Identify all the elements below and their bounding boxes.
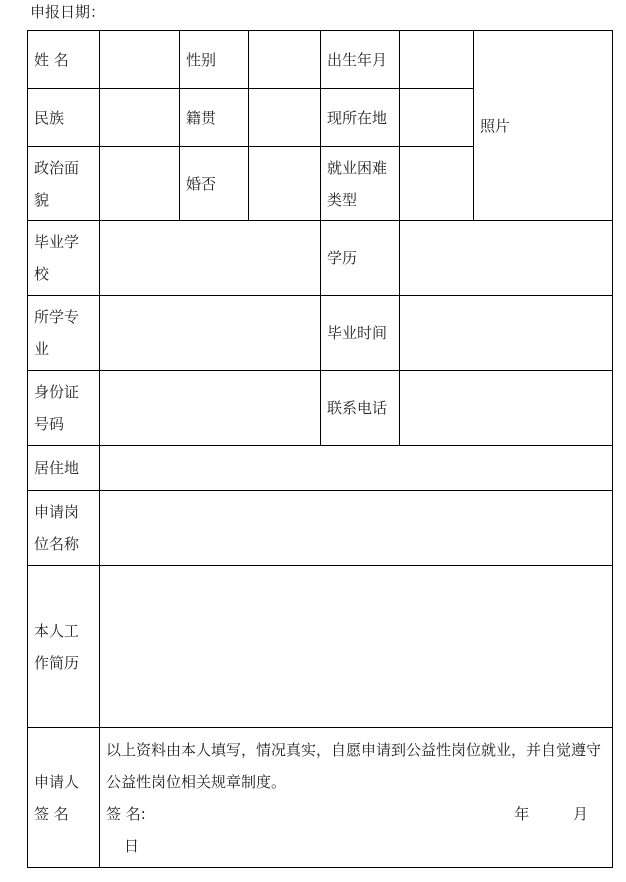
id-number-field[interactable] (100, 371, 321, 446)
current-location-label: 现所在地 (321, 89, 400, 147)
native-place-label: 籍贯 (180, 89, 249, 147)
declaration-statement: 以上资料由本人填写，情况真实，自愿申请到公益性岗位就业，并自觉遵守公益性岗位相关规章制度。 (106, 740, 602, 791)
ethnicity-label: 民族 (28, 89, 100, 147)
residence-field[interactable] (100, 446, 613, 491)
education-field[interactable] (400, 221, 613, 296)
name-label: 姓 名 (28, 31, 100, 89)
political-status-label: 政治面貌 (28, 147, 100, 221)
difficulty-type-field[interactable] (400, 147, 474, 221)
phone-field[interactable] (400, 371, 613, 446)
application-form-table (27, 30, 613, 868)
political-status-field[interactable] (100, 147, 180, 221)
marital-status-label: 婚否 (180, 147, 249, 221)
ethnicity-field[interactable] (100, 89, 180, 147)
applicant-signature-label: 申请人签 名 (28, 728, 100, 868)
native-place-field[interactable] (249, 89, 321, 147)
current-location-field[interactable] (400, 89, 474, 147)
residence-label: 居住地 (28, 446, 100, 491)
difficulty-type-label: 就业困难类型 (321, 147, 400, 221)
photo-label: 照片 (480, 116, 511, 135)
work-resume-label: 本人工作简历 (28, 566, 100, 728)
id-number-label: 身份证号码 (28, 371, 100, 446)
signature-label: 签 名: (106, 804, 146, 823)
date-fields (514, 798, 588, 830)
name-field[interactable] (100, 31, 180, 89)
birth-label: 出生年月 (321, 31, 400, 89)
phone-label: 联系电话 (321, 371, 400, 446)
position-field[interactable] (100, 491, 613, 566)
major-label: 所学专业 (28, 296, 100, 371)
graduation-time-field[interactable] (400, 296, 613, 371)
signature-line (106, 798, 606, 830)
photo-cell[interactable] (474, 31, 613, 221)
school-field[interactable] (100, 221, 321, 296)
declaration-date-label: 申报日期： (30, 3, 106, 21)
gender-label: 性别 (180, 31, 249, 89)
work-resume-field[interactable] (100, 566, 613, 728)
day-label: 日 (124, 836, 140, 855)
position-label: 申请岗位名称 (28, 491, 100, 566)
graduation-time-label: 毕业时间 (321, 296, 400, 371)
declaration-cell (100, 728, 613, 868)
major-field[interactable] (100, 296, 321, 371)
month-label: 月 (572, 804, 588, 823)
marital-status-field[interactable] (249, 147, 321, 221)
education-label: 学历 (321, 221, 400, 296)
school-label: 毕业学校 (28, 221, 100, 296)
gender-field[interactable] (249, 31, 321, 89)
birth-field[interactable] (400, 31, 474, 89)
year-label: 年 (514, 804, 530, 823)
